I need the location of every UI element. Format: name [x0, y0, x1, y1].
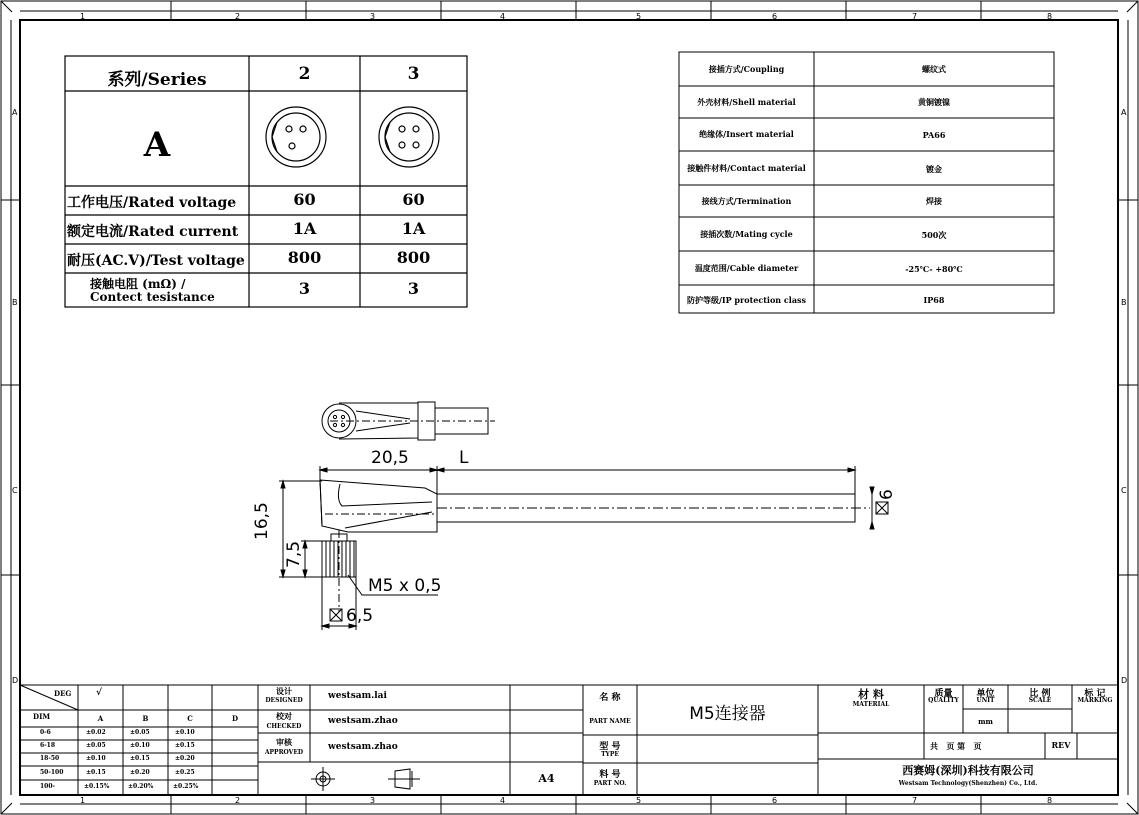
unit-cn: 单位 — [976, 689, 995, 699]
row-label-c-right: C — [1121, 486, 1127, 495]
contact-resistance-3: 3 — [407, 279, 420, 298]
series-value: A — [143, 125, 171, 165]
tol-a: ±0.10 — [86, 755, 106, 762]
tol-c: ±0.25 — [175, 769, 195, 776]
sheet-size: A4 — [538, 772, 555, 785]
row-label-d: D — [12, 676, 19, 685]
spec-value-termination: 焊接 — [926, 196, 942, 206]
col-label-6: 6 — [772, 12, 778, 21]
quality-en: QUALITY — [928, 697, 959, 704]
spec-label-termination: 接线方式/Termination — [701, 196, 792, 206]
tol-range: 100- — [40, 783, 56, 790]
tol-a: ±0.15% — [84, 783, 110, 790]
designed-name: westsam.lai — [328, 691, 387, 701]
spec-label-mating: 接插次数/Mating cycle — [700, 229, 793, 239]
col-label-8-bottom: 8 — [1047, 796, 1053, 805]
col-label-4-bottom: 4 — [500, 796, 506, 805]
spec-label-temperature: 温度范围/Cable diameter — [694, 263, 799, 273]
dim-length-a: 20,5 — [371, 448, 409, 468]
approved-en: APPROVED — [264, 749, 304, 756]
col-label-7: 7 — [912, 12, 918, 21]
designed-en: DESIGNED — [265, 697, 303, 704]
spec-value-insert: PA66 — [922, 130, 946, 140]
row-label-a: A — [12, 108, 18, 117]
tol-c: ±0.20 — [175, 755, 195, 762]
col-label-3: 3 — [370, 12, 376, 21]
col-label-1-bottom: 1 — [80, 796, 86, 805]
tol-deg: DEG — [54, 689, 72, 698]
tol-b: ±0.05 — [130, 729, 150, 736]
tol-check: √ — [96, 688, 102, 698]
row-label-a-right: A — [1121, 108, 1127, 117]
spec-value-coupling: 螺纹式 — [922, 64, 946, 74]
rated-current-label: 额定电流/Rated current — [67, 224, 239, 240]
spec-label-coupling: 接插方式/Coupling — [708, 64, 785, 74]
col-label-2: 2 — [235, 12, 241, 21]
connector-side-view — [318, 478, 858, 578]
spec-label-contact: 接触件材料/Contact material — [687, 163, 806, 173]
unit-value: mm — [978, 717, 993, 726]
approved-cn: 审核 — [276, 737, 292, 747]
test-voltage-2: 800 — [287, 248, 322, 267]
designed-cn: 设计 — [276, 686, 292, 696]
test-voltage-3: 800 — [396, 248, 431, 267]
col-label-3-bottom: 3 — [370, 796, 376, 805]
tol-b: ±0.20 — [130, 769, 150, 776]
col-label-5: 5 — [636, 12, 642, 21]
cone-projection-icon — [386, 768, 422, 790]
col-label-4: 4 — [500, 12, 506, 21]
material-en: MATERIAL — [852, 701, 890, 708]
company-name-cn: 西赛姆(深圳)科技有限公司 — [902, 764, 1034, 777]
tol-col-a: A — [97, 714, 104, 723]
rev-label: REV — [1051, 740, 1071, 750]
row-label-c: C — [12, 486, 18, 495]
series-header-label: 系列/Series — [107, 70, 207, 90]
dim-cable: 6 — [877, 489, 897, 500]
square-symbol-icon — [330, 609, 342, 621]
type-en: TYPE — [601, 751, 619, 758]
dim-length-l: L — [459, 448, 469, 468]
col-label-6-bottom: 6 — [772, 796, 778, 805]
marking-cn: 标 记 — [1084, 689, 1106, 699]
checked-en: CHECKED — [266, 723, 302, 730]
approved-name: westsam.zhao — [328, 742, 398, 752]
test-voltage-label: 耐压(AC.V)/Test voltage — [67, 253, 245, 269]
tol-col-b: B — [142, 714, 149, 723]
rated-current-2: 1A — [292, 219, 317, 238]
company-name-en: Westsam Technology(Shenzhen) Co., Ltd. — [898, 780, 1038, 787]
col-label-1: 1 — [80, 12, 86, 21]
row-label-b-right: B — [1121, 298, 1127, 307]
tol-a: ±0.02 — [86, 729, 106, 736]
rated-voltage-2: 60 — [293, 190, 316, 209]
tol-a: ±0.05 — [86, 742, 106, 749]
spec-label-ip: 防护等级/IP protection class — [686, 295, 807, 305]
col-label-7-bottom: 7 — [912, 796, 918, 805]
rated-voltage-3: 60 — [402, 190, 425, 209]
dim-hex: 6,5 — [346, 606, 374, 626]
marking-en: MARKING — [1077, 697, 1113, 704]
type-cn: 型 号 — [599, 742, 621, 752]
connector-face-4pin-icon — [378, 106, 440, 168]
sheet-count: 共 页 第 页 — [930, 741, 982, 751]
series-col-3: 3 — [407, 64, 420, 84]
scale-en: SCALE — [1028, 697, 1052, 704]
tol-range: 50-100 — [40, 769, 64, 776]
spec-value-shell: 黄铜镀镍 — [918, 97, 950, 107]
tol-range: 18-50 — [40, 755, 60, 762]
part-name-cn: 名 称 — [599, 693, 621, 703]
checked-cn: 校对 — [276, 711, 292, 721]
spec-label-insert: 绝缘体/Insert material — [699, 129, 794, 139]
tol-dim: DIM — [33, 712, 51, 721]
connector-top-view — [320, 400, 490, 442]
tol-b: ±0.20% — [128, 783, 154, 790]
part-no-cn: 料 号 — [599, 770, 621, 780]
spec-value-contact: 镀金 — [926, 164, 942, 174]
contact-resistance-label-1: 接触电阻 (mΩ) / — [90, 277, 186, 291]
checked-name: westsam.zhao — [328, 716, 398, 726]
first-angle-projection-icon — [314, 770, 332, 788]
col-label-8: 8 — [1047, 12, 1053, 21]
col-label-5-bottom: 5 — [636, 796, 642, 805]
rated-voltage-label: 工作电压/Rated voltage — [67, 195, 237, 211]
quality-cn: 质量 — [934, 689, 953, 699]
dim-thread-length: 7,5 — [284, 540, 304, 568]
spec-value-mating: 500次 — [921, 230, 947, 240]
contact-resistance-label-2: Contect tesistance — [90, 290, 215, 304]
tol-c: ±0.10 — [175, 729, 195, 736]
material-cn: 材 料 — [858, 688, 884, 701]
connector-face-2pin-icon — [265, 106, 327, 168]
unit-en: UNIT — [976, 697, 995, 704]
row-label-b: B — [12, 298, 18, 307]
spec-value-temperature: -25℃- +80℃ — [905, 264, 963, 274]
part-name-en: PART NAME — [589, 718, 631, 725]
dim-thread: M5 x 0,5 — [368, 576, 442, 596]
tol-range: 0-6 — [40, 729, 51, 736]
row-label-d-right: D — [1121, 676, 1128, 685]
tol-range: 6-18 — [40, 742, 56, 749]
tol-c: ±0.25% — [173, 783, 199, 790]
tol-b: ±0.10 — [130, 742, 150, 749]
scale-cn: 比 例 — [1029, 689, 1051, 699]
part-name-value: M5连接器 — [689, 704, 766, 724]
tol-col-c: C — [187, 714, 193, 723]
col-label-2-bottom: 2 — [235, 796, 241, 805]
part-no-en: PART NO. — [593, 780, 627, 787]
tol-b: ±0.15 — [130, 755, 150, 762]
dim-height: 16,5 — [252, 502, 272, 540]
spec-value-ip: IP68 — [923, 295, 945, 305]
tol-a: ±0.15 — [86, 769, 106, 776]
contact-resistance-2: 3 — [298, 279, 311, 298]
spec-label-shell: 外壳材料/Shell material — [697, 97, 796, 107]
rated-current-3: 1A — [401, 219, 426, 238]
series-col-2: 2 — [298, 64, 311, 84]
tol-c: ±0.15 — [175, 742, 195, 749]
square-symbol-cable-icon — [876, 502, 888, 514]
tol-col-d: D — [231, 714, 239, 723]
